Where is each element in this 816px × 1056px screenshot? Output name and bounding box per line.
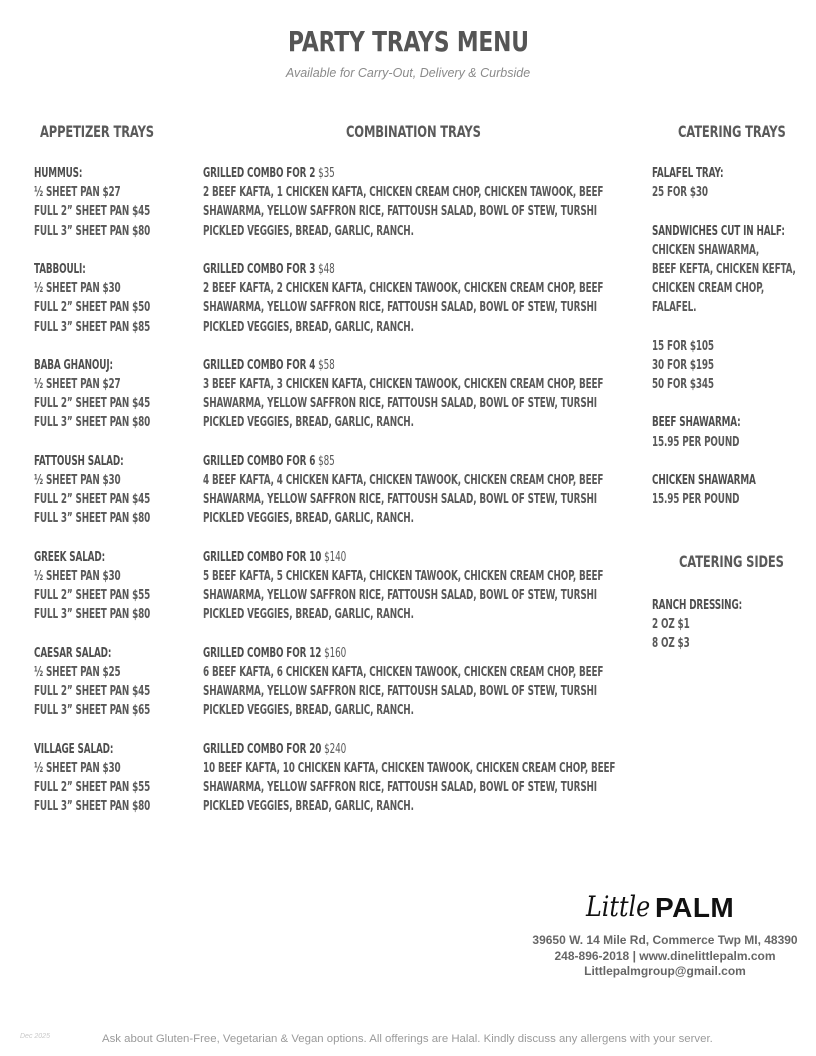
catering-heading [678, 122, 816, 141]
combo-name: GRILLED COMBO FOR 2 [203, 166, 316, 181]
appetizer-item [34, 258, 205, 354]
page-title [0, 25, 816, 58]
appetizer-price: FULL 2” SHEET PAN $55 [34, 780, 151, 795]
combo-line: PICKLED VEGGIES, BREAD, GARLIC, RANCH. [203, 319, 414, 335]
address-line: 39650 W. 14 Mile Rd, Commerce Twp MI, 48390 [532, 933, 798, 947]
combination-heading [346, 122, 533, 141]
footer-note: Ask about Gluten-Free, Vegetarian & Vegan options. All offerings are Halal. Kindly discuss any allergens with your server. [102, 1033, 713, 1045]
combo-line: 5 BEEF KAFTA, 5 CHICKEN KAFTA, CHICKEN TAWOOK, CHICKEN CREAM CHOP, BEEF [203, 568, 604, 584]
sandwich-price: 50 FOR $345 [652, 377, 714, 393]
appetizer-price: ½ SHEET PAN $27 [34, 377, 121, 393]
combo-name: GRILLED COMBO FOR 12 [203, 645, 322, 661]
email-line: Littlepalmgroup@gmail.com [584, 964, 746, 978]
combo-line: PICKLED VEGGIES, BREAD, GARLIC, RANCH. [203, 511, 414, 527]
sandwich-line: FALAFEL. [652, 300, 697, 316]
appetizer-price: FULL 3” SHEET PAN $80 [34, 607, 151, 623]
contact-block [530, 933, 800, 980]
appetizer-price: FULL 2” SHEET PAN $55 [34, 588, 151, 604]
combo-line: 3 BEEF KAFTA, 3 CHICKEN KAFTA, CHICKEN TAWOOK, CHICKEN CREAM CHOP, BEEF [203, 377, 604, 393]
appetizer-name: TABBOULI: [34, 261, 86, 277]
phone-web-line: 248-896-2018 | www.dinelittlepalm.com [554, 948, 776, 963]
combo-price: $48 [318, 261, 335, 277]
appetizer-list [34, 162, 205, 814]
beef-shawarma-price: 15.95 PER POUND [652, 434, 740, 450]
combo-name: GRILLED COMBO FOR 3 [203, 261, 316, 277]
appetizer-price: FULL 3” SHEET PAN $65 [34, 703, 151, 719]
combo-line: SHAWARMA, YELLOW SAFFRON RICE, FATTOUSH SALAD, BOWL OF STEW, TURSHI [203, 300, 597, 316]
sandwich-title: SANDWICHES CUT IN HALF: [652, 223, 785, 239]
appetizer-item [34, 450, 205, 546]
combo-line: SHAWARMA, YELLOW SAFFRON RICE, FATTOUSH SALAD, BOWL OF STEW, TURSHI [203, 780, 597, 795]
combo-name: GRILLED COMBO FOR 6 [203, 453, 316, 469]
appetizer-item [34, 642, 205, 738]
logo-palm-text: PALM [655, 892, 735, 923]
appetizer-price: ½ SHEET PAN $30 [34, 281, 121, 297]
falafel-price: 25 FOR $30 [652, 185, 708, 201]
sandwich-price: 30 FOR $195 [652, 357, 714, 373]
sandwich-line: CHICKEN SHAWARMA, [652, 242, 760, 258]
combo-line: 2 BEEF KAFTA, 1 CHICKEN KAFTA, CHICKEN CREAM CHOP, CHICKEN TAWOOK, BEEF [203, 185, 604, 201]
combo-line: 4 BEEF KAFTA, 4 CHICKEN KAFTA, CHICKEN TAWOOK, CHICKEN CREAM CHOP, BEEF [203, 473, 604, 488]
date-stamp: Dec 2025 [20, 1033, 50, 1040]
logo-little-text: Little [586, 890, 651, 923]
appetizer-name: BABA GHANOUJ: [34, 357, 113, 373]
appetizer-price: FULL 2” SHEET PAN $50 [34, 300, 151, 316]
ranch-price: 8 OZ $3 [652, 636, 690, 652]
appetizer-price: FULL 2” SHEET PAN $45 [34, 396, 151, 412]
catering-list [652, 162, 816, 507]
combo-line: 2 BEEF KAFTA, 2 CHICKEN KAFTA, CHICKEN TAWOOK, CHICKEN CREAM CHOP, BEEF [203, 281, 604, 297]
combo-line: PICKLED VEGGIES, BREAD, GARLIC, RANCH. [203, 799, 414, 815]
combo-price: $240 [324, 741, 347, 757]
appetizer-price: FULL 3” SHEET PAN $80 [34, 799, 151, 815]
appetizer-name: VILLAGE SALAD: [34, 741, 114, 757]
appetizer-price: FULL 3” SHEET PAN $80 [34, 415, 151, 431]
combo-line: PICKLED VEGGIES, BREAD, GARLIC, RANCH. [203, 223, 414, 239]
chicken-shawarma-price: 15.95 PER POUND [652, 492, 740, 508]
appetizer-price: ½ SHEET PAN $30 [34, 568, 121, 584]
combo-line: 10 BEEF KAFTA, 10 CHICKEN KAFTA, CHICKEN TAWOOK, CHICKEN CREAM CHOP, BEEF [203, 760, 616, 776]
ranch-title: RANCH DRESSING: [652, 598, 742, 613]
combo-item [203, 642, 809, 738]
combo-price: $58 [318, 357, 335, 373]
appetizer-name: GREEK SALAD: [34, 549, 105, 565]
appetizer-item [34, 162, 205, 258]
page-title-text: PARTY TRAYS MENU [287, 25, 529, 58]
combo-line: SHAWARMA, YELLOW SAFFRON RICE, FATTOUSH SALAD, BOWL OF STEW, TURSHI [203, 204, 597, 220]
catering-sides-heading [679, 552, 816, 571]
combo-price: $140 [324, 549, 347, 565]
combo-line: PICKLED VEGGIES, BREAD, GARLIC, RANCH. [203, 415, 414, 431]
combo-name: GRILLED COMBO FOR 4 [203, 357, 316, 373]
appetizer-heading [40, 122, 198, 141]
sandwich-line: CHICKEN CREAM CHOP, [652, 281, 765, 297]
appetizer-name: CAESAR SALAD: [34, 645, 112, 661]
appetizer-item [34, 546, 205, 642]
appetizer-heading-text: APPETIZER TRAYS [40, 122, 154, 141]
sandwich-line: BEEF KEFTA, CHICKEN KEFTA, [652, 261, 796, 277]
catering-sides-list [652, 594, 784, 652]
combo-name: GRILLED COMBO FOR 10 [203, 549, 322, 565]
appetizer-price: ½ SHEET PAN $25 [34, 664, 121, 680]
appetizer-price: ½ SHEET PAN $30 [34, 473, 121, 488]
appetizer-price: ½ SHEET PAN $27 [34, 185, 121, 201]
sandwich-price: 15 FOR $105 [652, 338, 714, 354]
appetizer-price: FULL 2” SHEET PAN $45 [34, 204, 151, 220]
combo-name: GRILLED COMBO FOR 20 [203, 741, 322, 757]
combination-heading-text: COMBINATION TRAYS [346, 122, 481, 141]
catering-sides-heading-text: CATERING SIDES [679, 552, 784, 571]
ranch-price: 2 OZ $1 [652, 617, 690, 633]
appetizer-price: FULL 3” SHEET PAN $80 [34, 223, 151, 239]
combo-line: SHAWARMA, YELLOW SAFFRON RICE, FATTOUSH SALAD, BOWL OF STEW, TURSHI [203, 684, 597, 700]
falafel-title: FALAFEL TRAY: [652, 166, 724, 181]
appetizer-name: HUMMUS: [34, 166, 83, 181]
combo-line: PICKLED VEGGIES, BREAD, GARLIC, RANCH. [203, 703, 414, 719]
combo-line: SHAWARMA, YELLOW SAFFRON RICE, FATTOUSH SALAD, BOWL OF STEW, TURSHI [203, 588, 597, 604]
chicken-shawarma-title: CHICKEN SHAWARMA [652, 473, 756, 488]
appetizer-name: FATTOUSH SALAD: [34, 453, 124, 469]
appetizer-price: FULL 2” SHEET PAN $45 [34, 492, 151, 508]
catering-heading-text: CATERING TRAYS [678, 122, 786, 141]
combo-price: $35 [318, 166, 335, 181]
appetizer-price: FULL 3” SHEET PAN $85 [34, 319, 151, 335]
combo-item [203, 738, 809, 815]
combo-line: SHAWARMA, YELLOW SAFFRON RICE, FATTOUSH SALAD, BOWL OF STEW, TURSHI [203, 396, 597, 412]
combo-price: $160 [324, 645, 347, 661]
appetizer-price: FULL 2” SHEET PAN $45 [34, 684, 151, 700]
appetizer-price: FULL 3” SHEET PAN $80 [34, 511, 151, 527]
appetizer-item [34, 354, 205, 450]
appetizer-item [34, 738, 205, 815]
combo-line: 6 BEEF KAFTA, 6 CHICKEN KAFTA, CHICKEN TAWOOK, CHICKEN CREAM CHOP, BEEF [203, 664, 604, 680]
page-subtitle: Available for Carry-Out, Delivery & Curbside [285, 66, 531, 80]
combo-line: PICKLED VEGGIES, BREAD, GARLIC, RANCH. [203, 607, 414, 623]
beef-shawarma-title: BEEF SHAWARMA: [652, 415, 741, 431]
combo-line: SHAWARMA, YELLOW SAFFRON RICE, FATTOUSH SALAD, BOWL OF STEW, TURSHI [203, 492, 597, 508]
appetizer-price: ½ SHEET PAN $30 [34, 760, 121, 776]
combo-price: $85 [318, 453, 335, 469]
